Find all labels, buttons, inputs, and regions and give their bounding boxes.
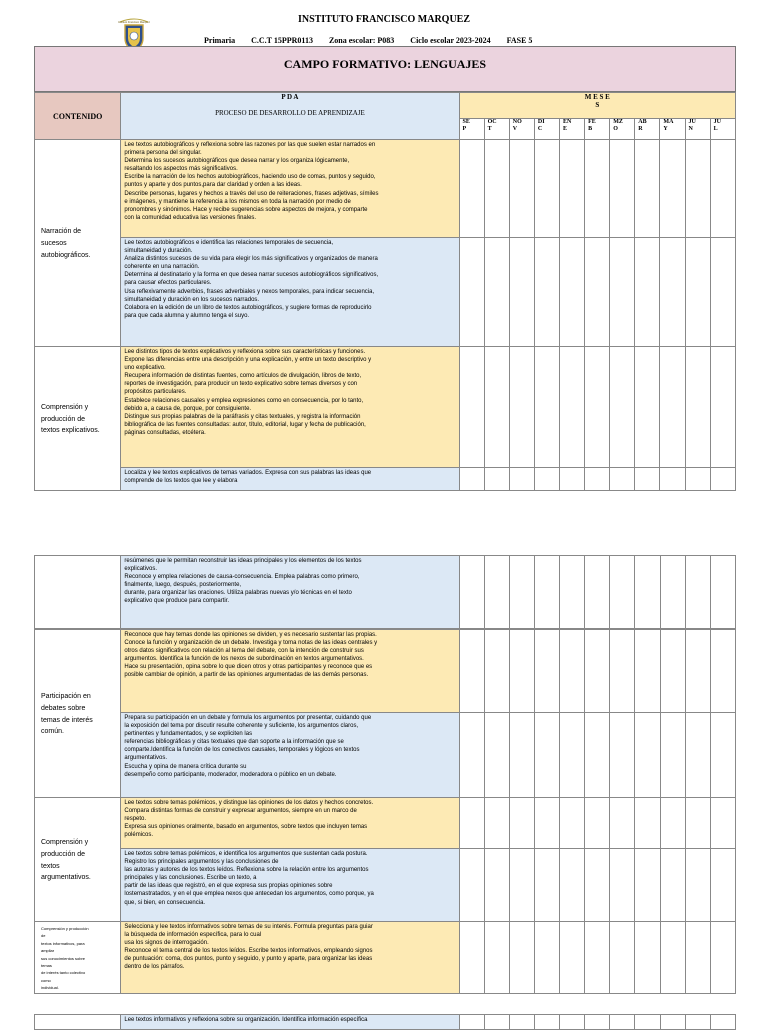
month-cell[interactable]	[635, 849, 660, 922]
month-cell[interactable]	[534, 1015, 559, 1030]
month-abbr-bottom: T	[487, 126, 492, 133]
pda-line: Reconoce que hay temas donde las opiniones se dividen, y es necesario sustentar las propias.	[124, 632, 377, 638]
month-cell[interactable]	[710, 713, 735, 798]
month-abbr-bottom: L	[713, 126, 718, 133]
pda-line: reportes de investigación, para producir un texto explicativo sobre temas diversos y con	[124, 381, 358, 388]
contenido-line: Narración de	[41, 228, 82, 236]
contenido-line: de interés tanto colectivo	[41, 970, 86, 976]
month-abbr-top: SE	[462, 119, 470, 125]
pda-line: puntos y aparte y dos puntos,para dar claridad y orden a las ideas.	[124, 182, 302, 189]
planning-table-2	[34, 555, 736, 629]
pda-line: primera persona del singular.	[124, 150, 202, 157]
month-cell[interactable]	[585, 347, 610, 468]
month-cell[interactable]	[459, 347, 484, 468]
month-cell[interactable]	[685, 1015, 710, 1030]
month-cell[interactable]	[560, 713, 585, 798]
pda-line: e imágenes, y mantiene la referencia a los mismos en toda la narración por medio de	[124, 198, 351, 205]
pda-cell	[121, 468, 459, 491]
pda-line: Escribe la narración de los hechos autobiográficos, haciendo uso de comas, puntos y seguido,	[124, 174, 376, 181]
month-cell[interactable]	[685, 468, 710, 491]
pda-line: bibliográfica de las fuentes consultadas: autor, título, editorial, lugar y fecha de publicación,	[124, 421, 366, 428]
pda-line: finalmente, luego, después, posteriormente,	[124, 582, 242, 589]
pda-line: explicativo que produce para compartir.	[124, 598, 230, 605]
pda-line: Lee textos autobiográficos e identifica las relaciones temporales de secuencia,	[124, 240, 334, 246]
month-cell[interactable]	[559, 347, 584, 468]
level: Primaria	[204, 36, 236, 45]
month-cell[interactable]	[635, 922, 660, 994]
month-cell[interactable]	[660, 922, 685, 994]
month-header	[635, 119, 660, 140]
contenido-line: textos	[41, 862, 60, 870]
pda-line: Lee textos sobre temas polémicos, e identifica los argumentos que sustentan cada postura.	[124, 851, 368, 857]
month-cell[interactable]	[509, 922, 534, 994]
month-abbr-bottom: C	[537, 126, 543, 133]
phase: FASE 5	[506, 36, 533, 45]
month-abbr-bottom: Y	[663, 126, 668, 133]
pda-line: Expone las diferencias entre una descripción y una explicación, y entre un texto descriptivo y	[124, 357, 372, 364]
month-cell[interactable]	[484, 849, 509, 922]
month-header	[459, 119, 484, 140]
logo-text: Instituto Francisco Marquez	[118, 21, 150, 24]
month-cell[interactable]	[610, 1015, 635, 1030]
month-header	[559, 119, 584, 140]
pda-line: de puntuación: coma, dos puntos, punto y seguido, y punto y aparte, para organizar las ideas	[124, 956, 373, 963]
month-cell[interactable]	[685, 798, 710, 849]
month-cell[interactable]	[459, 849, 484, 922]
pda-line: para causar efectos particulares.	[124, 280, 212, 287]
month-cell[interactable]	[484, 468, 509, 491]
pda-line: resaltando los aspectos más significativos.	[124, 166, 238, 173]
pda-line: comprende de los textos que lee y elabora	[124, 478, 238, 485]
month-cell[interactable]	[484, 238, 509, 347]
pda-line: explicativos.	[124, 566, 158, 573]
pda-header-title: P D A	[281, 93, 299, 101]
pda-line: Describe personas, lugares y hechos a través del uso de reiteraciones, frases adjetivas, símiles	[124, 190, 379, 197]
month-cell[interactable]	[635, 1015, 660, 1030]
month-cell[interactable]	[534, 630, 559, 713]
pda-header	[121, 93, 459, 140]
month-cell[interactable]	[459, 468, 484, 491]
month-cell[interactable]	[610, 468, 635, 491]
month-cell[interactable]	[610, 849, 635, 922]
month-cell[interactable]	[610, 922, 635, 994]
pda-line: resúmenes que le permitan reconstruir las ideas principales y los elementos de los textos	[124, 558, 362, 564]
contenido-line: ampliar	[41, 948, 55, 954]
pda-line: dentro de los párrafos.	[124, 964, 185, 971]
month-cell[interactable]	[685, 556, 710, 629]
month-cell[interactable]	[484, 713, 509, 798]
month-cell[interactable]	[560, 922, 585, 994]
month-cell[interactable]	[459, 1015, 484, 1030]
pda-line: Lee textos informativos y reflexiona sobre su organización. Identifica información específica	[124, 1017, 368, 1023]
pda-line: con la comunidad educativa las versiones finales.	[124, 214, 257, 221]
month-cell[interactable]	[509, 238, 534, 347]
pda-line: Localiza y lee textos explicativos de temas variados. Expresa con sus palabras las ideas que	[124, 470, 372, 476]
month-cell[interactable]	[610, 630, 635, 713]
pda-line: Expresa sus opiniones oralmente, basado en argumentos, sobre textos que incluyen temas	[124, 824, 368, 831]
pda-line: uno explicativo.	[124, 365, 166, 372]
month-cell[interactable]	[635, 140, 660, 238]
month-cell[interactable]	[635, 630, 660, 713]
pda-line: comparte.Identifica la función de los conectivos causales, temporales y lógicos en textos	[124, 747, 360, 754]
contenido-line: Participación en	[41, 692, 91, 700]
pda-line: la búsqueda de información específica, para lo cual	[124, 932, 262, 939]
institution-name: INSTITUTO FRANCISCO MARQUEZ	[297, 14, 471, 25]
month-cell[interactable]	[585, 713, 610, 798]
contenido-line: de	[41, 933, 46, 939]
month-cell[interactable]	[459, 238, 484, 347]
month-cell[interactable]	[509, 140, 534, 238]
month-cell[interactable]	[635, 556, 660, 629]
pda-line: Lee textos sobre temas polémicos, y distingue las opiniones de los datos y hechos concretos.	[124, 800, 374, 806]
month-cell[interactable]	[585, 238, 610, 347]
pda-line: lostemastratados, y en el que emplea nexos que antecedan los argumentos, como porque, ya	[124, 891, 374, 898]
month-abbr-top: FE	[588, 119, 596, 125]
pda-header-subtitle: PROCESO DE DESARROLLO DE APRENDIZAJE	[215, 109, 365, 117]
month-cell[interactable]	[710, 630, 735, 713]
month-cell[interactable]	[459, 556, 484, 629]
month-cell[interactable]	[610, 556, 635, 629]
month-cell[interactable]	[660, 556, 685, 629]
pda-line: pronombres y sinónimos. Hace y recibe sugerencias sobre aspectos de mejora, y comparte	[124, 206, 368, 213]
month-cell[interactable]	[459, 713, 484, 798]
school-info-line	[204, 36, 546, 45]
month-cell[interactable]	[585, 468, 610, 491]
meses-header-title: M E S E	[584, 93, 610, 101]
contenido-line: sucesos	[41, 240, 67, 248]
contenido-line: individual.	[41, 985, 59, 991]
pda-line: Compara distintas formas de construir y expresar argumentos, siempre en un marco de	[124, 808, 357, 815]
month-abbr-bottom: O	[613, 126, 618, 133]
month-cell[interactable]	[685, 630, 710, 713]
pda-line: pertinentes y fundamentados, y se expliciten las	[124, 731, 253, 738]
month-abbr-top: JU	[713, 119, 721, 125]
month-abbr-top: DI	[537, 119, 545, 125]
month-header	[710, 119, 735, 140]
pda-line: Establece relaciones causales y emplea expresiones como en consecuencia, por lo tanto,	[124, 397, 364, 404]
contenido-line: temas de interés	[41, 716, 93, 724]
month-cell[interactable]	[509, 849, 534, 922]
month-cell[interactable]	[635, 347, 660, 468]
month-abbr-bottom: R	[638, 126, 643, 133]
month-abbr-bottom: N	[688, 126, 693, 133]
pda-line: respeto.	[124, 816, 147, 823]
month-cell[interactable]	[560, 798, 585, 849]
pda-line: las autoras y autores de los textos leídos. Reflexiona sobre la relación entre los argumentos	[124, 867, 369, 874]
month-cell[interactable]	[534, 347, 559, 468]
month-cell[interactable]	[710, 922, 735, 994]
month-cell[interactable]	[484, 922, 509, 994]
month-cell[interactable]	[534, 922, 559, 994]
month-cell[interactable]	[534, 798, 559, 849]
month-cell[interactable]	[710, 849, 735, 922]
pda-line: Conoce la función y organización de un debate. Investiga y toma notas de las ideas centrales y	[124, 640, 378, 647]
month-cell[interactable]	[660, 849, 685, 922]
month-cell[interactable]	[585, 1015, 610, 1030]
month-cell[interactable]	[635, 713, 660, 798]
month-cell[interactable]	[710, 798, 735, 849]
month-cell[interactable]	[685, 347, 710, 468]
month-cell[interactable]	[685, 140, 710, 238]
month-cell[interactable]	[484, 347, 509, 468]
month-cell[interactable]	[685, 238, 710, 347]
month-cell[interactable]	[710, 556, 735, 629]
month-cell[interactable]	[459, 798, 484, 849]
cct-code: C.C.T 15PPR0113	[251, 36, 313, 45]
month-cell[interactable]	[509, 713, 534, 798]
contenido-line: textos explicativos.	[41, 427, 100, 435]
pda-line: durante, para organizar las oraciones. Utiliza palabras nuevas y/o técnicas en el texto	[124, 590, 352, 597]
contenido-line: debates sobre	[41, 704, 86, 712]
planning-table-3	[34, 629, 736, 994]
pda-line: Distingue sus propias palabras de la paráfrasis y citas textuales, y registra la información	[124, 413, 361, 420]
month-abbr-top: EN	[562, 119, 572, 125]
month-cell[interactable]	[610, 713, 635, 798]
month-cell[interactable]	[710, 140, 735, 238]
month-abbr-top: AB	[638, 119, 647, 125]
pda-cell	[121, 713, 459, 798]
month-abbr-bottom: V	[512, 126, 518, 133]
month-cell[interactable]	[534, 468, 559, 491]
month-cell[interactable]	[484, 140, 509, 238]
month-cell[interactable]	[685, 922, 710, 994]
contenido-cell	[35, 922, 121, 994]
month-cell[interactable]	[710, 1015, 735, 1030]
month-cell[interactable]	[484, 798, 509, 849]
pda-line: para que cada alumna y alumno tenga el suyo.	[124, 312, 250, 319]
planning-table-4	[34, 1014, 736, 1030]
month-cell[interactable]	[484, 1015, 509, 1030]
month-header	[685, 119, 710, 140]
contenido-line: temas	[41, 962, 52, 968]
month-cell[interactable]	[610, 140, 635, 238]
pda-line: debido a, a causa de, porque, por consiguiente.	[124, 405, 252, 412]
pda-line: Escucha y opina de manera crítica durante su	[124, 763, 247, 770]
pda-line: simultaneidad y duración.	[124, 248, 193, 255]
month-cell[interactable]	[660, 1015, 685, 1030]
meses-header	[459, 93, 735, 119]
month-cell[interactable]	[635, 238, 660, 347]
month-cell[interactable]	[484, 556, 509, 629]
month-abbr-bottom: P	[462, 126, 467, 133]
month-abbr-top: JU	[688, 119, 696, 125]
pda-line: páginas consultadas, etcétera.	[124, 429, 206, 436]
pda-cell	[121, 798, 459, 849]
contenido-line: autobiográficos.	[41, 251, 91, 259]
pda-line: Registro los principales argumentos y las conclusiones de	[124, 859, 279, 866]
pda-line: la exposición del tema por discutir resulte coherente y suficiente, los argumentos claros,	[124, 723, 359, 730]
month-cell[interactable]	[685, 713, 710, 798]
month-cell[interactable]	[660, 713, 685, 798]
contenido-header: CONTENIDO	[35, 93, 121, 140]
pda-line: Analiza distintos sucesos de su vida para elegir los más significativos y organizados de manera	[124, 256, 378, 263]
month-cell[interactable]	[534, 849, 559, 922]
month-cell[interactable]	[660, 630, 685, 713]
contenido-line: producción de	[41, 415, 85, 423]
contenido-line: Comprensión y producción	[41, 926, 89, 931]
contenido-line: textos informativos, para	[41, 940, 85, 946]
contenido-line: argumentativos.	[41, 874, 91, 882]
month-cell[interactable]	[710, 347, 735, 468]
month-cell[interactable]	[534, 238, 559, 347]
month-cell[interactable]	[585, 922, 610, 994]
month-cell[interactable]	[585, 798, 610, 849]
month-cell[interactable]	[660, 140, 685, 238]
pda-line: Colabora en la edición de un libro de textos autobiográficos, y sugiere formas de reproducirlo	[124, 304, 372, 311]
contenido-cell	[35, 798, 121, 922]
pda-line: polémicos.	[124, 832, 154, 839]
contenido-cell	[35, 1015, 121, 1030]
contenido-cell	[35, 630, 121, 798]
pda-line: Prepara su participación en un debate y formula los argumentos por presentar, cuidando que	[124, 715, 372, 721]
month-cell[interactable]	[509, 347, 534, 468]
month-cell[interactable]	[710, 468, 735, 491]
month-cell[interactable]	[560, 1015, 585, 1030]
month-cell[interactable]	[685, 849, 710, 922]
month-cell[interactable]	[710, 238, 735, 347]
pda-line: propósitos particulares.	[124, 389, 187, 396]
month-header	[484, 119, 509, 140]
pda-cell	[121, 556, 459, 629]
contenido-cell	[35, 347, 121, 491]
month-abbr-top: MZ	[613, 119, 623, 125]
month-cell[interactable]	[560, 556, 585, 629]
planning-table-1	[34, 92, 736, 491]
pda-cell	[121, 140, 459, 238]
pda-cell	[121, 347, 459, 468]
pda-line: Usa reflexivamente adverbios, frases adverbiales y nexos temporales, para indicar secuencia,	[124, 288, 375, 295]
pda-cell	[121, 238, 459, 347]
pda-line: referencias bibliográficas y citas textuales que dan soporte a la información que se	[124, 739, 344, 746]
pda-line: Lee textos autobiográficos y reflexiona sobre las razones por las que suelen estar narrados en	[124, 142, 376, 148]
month-abbr-top: MA	[663, 119, 674, 125]
contenido-line: sus conocimientos sobre	[41, 955, 86, 961]
month-cell[interactable]	[610, 238, 635, 347]
month-abbr-bottom: E	[562, 126, 567, 133]
pda-line: posible cambiar de opinión, a partir de las opiniones argumentadas de las demás personas.	[124, 672, 369, 679]
month-cell[interactable]	[660, 798, 685, 849]
pda-line: partir de las ideas que registró, en el que expresa sus propias opiniones sobre	[124, 883, 333, 890]
pda-line: desempeño como participante, moderador, moderadora o público en un debate.	[124, 771, 337, 778]
contenido-cell	[35, 556, 121, 629]
month-cell[interactable]	[559, 468, 584, 491]
month-header	[534, 119, 559, 140]
month-cell[interactable]	[559, 238, 584, 347]
month-header	[660, 119, 685, 140]
month-cell[interactable]	[459, 140, 484, 238]
school-year: Ciclo escolar 2023-2024	[410, 36, 491, 45]
month-abbr-top: NO	[512, 119, 522, 125]
contenido-line: común.	[41, 728, 64, 736]
month-cell[interactable]	[509, 1015, 534, 1030]
pda-line: principales y las conclusiones. Escribe un texto, a	[124, 875, 257, 882]
month-cell[interactable]	[635, 468, 660, 491]
month-cell[interactable]	[484, 630, 509, 713]
month-header	[610, 119, 635, 140]
pda-line: usa los signos de interrogación.	[124, 940, 209, 947]
month-cell[interactable]	[509, 468, 534, 491]
month-cell[interactable]	[534, 713, 559, 798]
pda-line: argumentativos.	[124, 755, 168, 762]
month-abbr-top: OC	[487, 119, 497, 125]
month-cell[interactable]	[560, 630, 585, 713]
month-cell[interactable]	[509, 556, 534, 629]
month-abbr-bottom: B	[588, 126, 593, 133]
pda-line: simultaneidad y duración en los sucesos narrados.	[124, 296, 260, 303]
month-cell[interactable]	[459, 630, 484, 713]
month-header	[509, 119, 534, 140]
contenido-cell	[35, 140, 121, 347]
pda-line: otros datos significativos con relación al tema del debate, con la intención de construir sus	[124, 648, 364, 655]
month-cell[interactable]	[635, 798, 660, 849]
pda-line: Lee distintos tipos de textos explicativos y reflexiona sobre sus características y funciones.	[124, 349, 366, 355]
month-cell[interactable]	[610, 798, 635, 849]
month-cell[interactable]	[660, 238, 685, 347]
pda-line: Determina los sucesos autobiográficos que desea narrar y los organiza lógicamente,	[124, 158, 350, 165]
pda-line: Reconoce el tema central de los textos leídos. Escribe textos informativos, empleando signos	[124, 948, 373, 955]
contenido-line: producción de	[41, 850, 85, 858]
pda-line: Determina al destinatario y la forma en que desea narrar sucesos autobiográficos significativos,	[124, 272, 379, 279]
pda-cell	[121, 630, 459, 713]
month-cell[interactable]	[585, 140, 610, 238]
month-cell[interactable]	[534, 140, 559, 238]
contenido-line: como	[41, 977, 51, 983]
pda-cell	[121, 849, 459, 922]
pda-line: Selecciona y lee textos informativos sobre temas de su interés. Formula preguntas para guiar	[124, 924, 373, 930]
pda-line: argumentos. Identifica la función de los nexos de subordinación en textos argumentativos.	[124, 656, 364, 663]
pda-line: que, si bien, en consecuencia.	[124, 899, 206, 906]
month-cell[interactable]	[610, 347, 635, 468]
pda-line: Reconoce y emplea relaciones de causa-consecuencia. Emplea palabras como primero,	[124, 574, 360, 581]
month-cell[interactable]	[660, 347, 685, 468]
pda-line: Hace su presentación, opina sobre lo que dicen otros y otras participantes y reconoce que es	[124, 664, 373, 671]
pda-line: coherente en una narración.	[124, 264, 200, 271]
month-cell[interactable]	[534, 556, 559, 629]
month-cell[interactable]	[585, 556, 610, 629]
month-cell[interactable]	[560, 849, 585, 922]
month-header	[585, 119, 610, 140]
month-cell[interactable]	[559, 140, 584, 238]
pda-cell	[121, 922, 459, 994]
contenido-line: Comprensión y	[41, 403, 89, 411]
pda-cell	[121, 1015, 459, 1030]
meses-header-suffix: S	[595, 101, 600, 109]
campo-formativo-title: CAMPO FORMATIVO: LENGUAJES	[34, 46, 736, 92]
month-cell[interactable]	[459, 922, 484, 994]
month-cell[interactable]	[509, 798, 534, 849]
month-cell[interactable]	[660, 468, 685, 491]
pda-line: Recupera información de distintas fuentes, como artículos de divulgación, libros de texto,	[124, 373, 362, 380]
month-cell[interactable]	[585, 849, 610, 922]
month-cell[interactable]	[509, 630, 534, 713]
school-zone: Zona escolar: P083	[328, 36, 395, 45]
month-cell[interactable]	[585, 630, 610, 713]
contenido-line: Comprensión y	[41, 838, 89, 846]
